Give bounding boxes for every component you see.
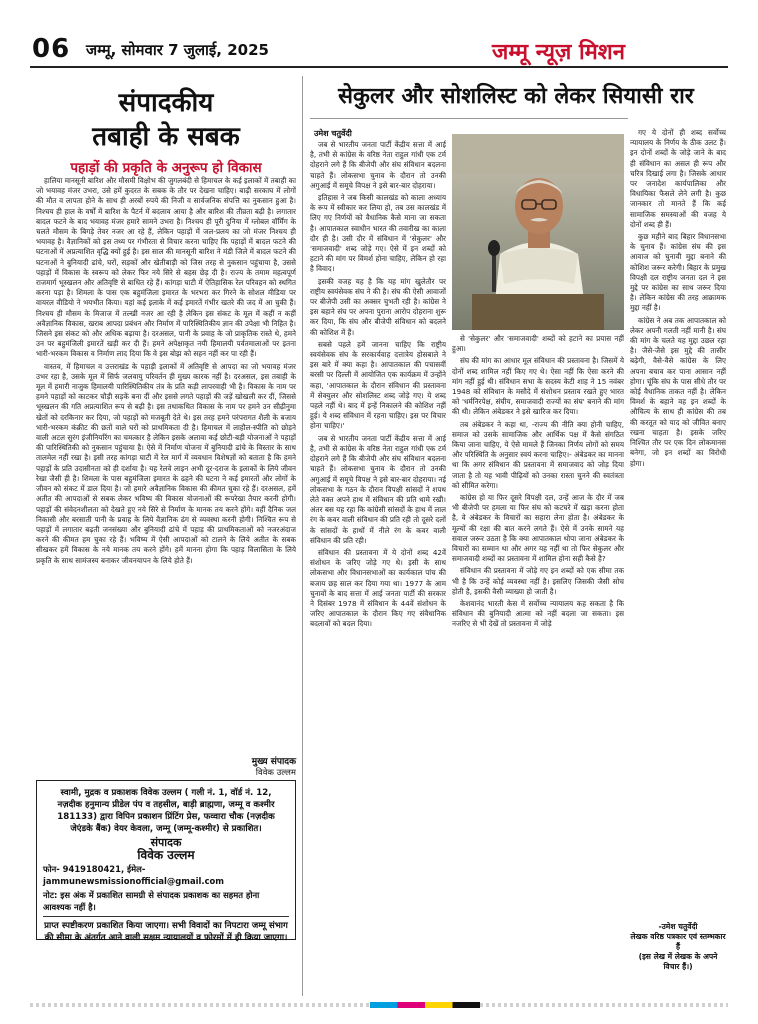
editorial-subheading: पहाड़ों की प्रकृति के अनुरूप हो विकास xyxy=(70,160,262,176)
imprint-editor-name: विवेक उल्लम xyxy=(137,848,195,862)
article-paragraph: कुछ महीने बाद बिहार विधानसभा के चुनाव हैं। कांग्रेस संघ की इस आवाज को चुनावी मुद्दा बनाने की कोशिश जरूर करेगी। बिहार के प्रमुख विपक्षी दल राष्ट्रीय जनता दल ने इस मुद्दे पर कांग्रेस का साथ जरूर दिया है। लेकिन कांग्रेस की तरह आक्रामक मुद्दा नहीं है। xyxy=(630,232,726,313)
article-signature xyxy=(630,922,726,972)
color-registration-bar xyxy=(370,1002,480,1008)
masthead: जम्मू न्यूज़ मिशन xyxy=(492,40,625,65)
imprint-line: स्वामी, मुद्रक व प्रकाशक विवेक उल्लम ( गली नं. 1, वॉर्ड नं. 12, xyxy=(60,788,272,798)
editorial-heading-line2: तबाही के सबक xyxy=(92,122,240,152)
article-paragraph: संघ की मांग का आधार मूल संविधान की प्रस्तावना है। जिसमें ये दोनों शब्द शामिल नहीं किए गए थे। ऐसा नहीं कि ऐसा करने की मांग नहीं हुई थी। संविधान सभा के सदस्य केटी शाह ने 15 नवंबर 1948 को संविधान के मसौदे में संशोधन प्रस्ताव रखते हुए भारत को 'धर्मनिरपेक्ष, संघीय, समाजवादी राज्यों का संघ' बनाने की मांग की थी। लेकिन अंबेडकर ने इसे खारिज कर दिया। xyxy=(452,356,624,417)
imprint-disclaimer: प्राप्त स्पष्टीकरण प्रकाशित किया जाएगा। सभी विवादों का निपटारा जम्मू संभाग की सीमा के अंतर्गत आने वाली सक्षम न्यायालयों व फोरमों में ही किया जाएगा। xyxy=(44,921,288,943)
article-paragraph: कांग्रेस हो या फिर दूसरे विपक्षी दल, उन्हें आज के दौर में जब भी बीजेपी पर हमला या फिर संघ को कटघरे में खड़ा करना होता है, वे अंबेडकर के विचारों का सहारा लेना होता है। अंबेडकर के मूल्यों की रक्षा की बात करने लगते हैं। ऐसे में उनके सामने यह सवाल जरूर उठता है कि क्या आपातकाल थोपा जाना अंबेडकर के विचारों का सम्मान था और अगर यह नहीं था तो फिर सेकुलर और समाजवादी शब्दों का प्रस्तावना में शामिल होना सही कैसे है? xyxy=(452,493,624,564)
editorial-sign-role: मुख्य संपादक xyxy=(251,757,296,767)
imprint-divider xyxy=(43,916,289,917)
editorial-sign-name: विवेक उल्लम xyxy=(255,768,296,778)
article-paragraph: जब से भारतीय जनता पार्टी केंद्रीय सत्ता में आई है, तभी से कांग्रेस के वरिष्ठ नेता राहुल गांधी एक टर्म दोहराने लगे हैं कि बीजेपी और संघ संविधान बदलना चाहते हैं। लोकसभा चुनाव के दौरान तो उनकी अगुआई में समूचे विपक्ष ने इसे बार-बार दोहराया। नई लोकसभा के गठन के दौरान विपक्षी सांसदों ने शपथ लेते वक्त अपने हाथ में संविधान की प्रति थामे रखी। अंतर बस यह रहा कि कांग्रेसी सांसदों के हाथ में लाल रंग के कवर वाली संविधान की प्रति रही तो दूसरे दलों के सांसदों के हाथों में नीले रंग के कवर वाली संविधान की प्रति रही। xyxy=(310,433,446,545)
author-photo xyxy=(452,134,624,330)
imprint-line: 181133) द्वारा विपिन प्रकाशन प्रिंटिंग प्रेस, फव्वारा चौक (नज़दीक xyxy=(57,812,275,822)
article-paragraph: संविधान की प्रस्तावना में ये दोनों शब्द 42वें संशोधन के जरिए जोड़े गए थे। इसी के साथ लोकसभा और विधानसभाओं का कार्यकाल पांच की बजाय छह साल कर दिया गया था। 1977 के आम चुनावों के बाद सत्ता में आई जनता पार्टी की सरकार ने दिसंबर 1978 में संविधान के 44वें संशोधन के जरिए आपातकाल के दौरान किए गए संवैधानिक बदलावों को बदल दिया। xyxy=(310,547,446,629)
editorial-paragraph: हालिया मानसूनी बारिश और मौसमी विक्षोभ की जुगलबंदी से हिमाचल के कई इलाकों में तबाही का जो भयावह मंजर उभरा, उसे हमें कुदरत के सबक के तौर पर देखना चाहिए। बाढ़ी सरकाघ में लोगों की मौत व लापता होने के साथ ही अरबों रुपये की निजी व सार्वजनिक संपत्ति का नुकसान हुआ है। निश्चय ही हाल के वर्षों में बारिश के पैटर्न में बदलाव आया है और बारिश की तीव्रता बढ़ी है। लगातार बादल फटने के बाद भयावह मंजर हमारे सामने उभरा है। निश्चय ही पूरी दुनिया में ग्लोबल वॉर्मिंग के चलते मौसम के बिगड़े तेवर नजर आ रहे हैं, लेकिन पहाड़ों में जल-प्रलय का जो मंजर निश्चय ही भयावह है। वैज्ञानिकों को इस तथ्य पर गंभीरता से विचार करना चाहिए कि पहाड़ों में बादल फटने की घटनाओं में अप्रत्याशित वृद्धि क्यों हुई है। इस साल की मानसूनी बारिश ने मंडी जिले में बादल फटने की घटनाओं ने बुनियादी ढांचे, घरों, सड़कों और खेतीबाड़ी को जिस तरह से नुकसान पहुंचाया है, उससे पहाड़ों में विकास के स्वरूप को लेकर फिर नये सिरे से बहस छेड़ दी है। राज्य के तमाम महत्वपूर्ण राजमार्ग भूस्खलन और अतिवृष्टि से बाधित रहे हैं। कांगड़ा घाटी में ऐतिहासिक रेल परिवहन को स्थगित करना पड़ा है। शिमला के पास एक बहुमंजिला इमारत के भरभरा कर गिरने के सोशल मीडिया पर वायरल वीडियो ने भयभीत किया। यहां कई इलाके में कई इमारतें गंभीर खतरे की जद में आ चुकी हैं। निश्चय ही मौसम के मिजाज में तल्खी नजर आ रही है लेकिन इस संकट के मूल में कहीं न कहीं अवैज्ञानिक विकास, खराब आपदा प्रबंधन और निर्माण में पारिस्थितिकीय ज्ञान की उपेक्षा भी निहित है। जिसने इस संकट को और अधिक बढ़ाया है। दरअसल, पानी के प्रवाह के जो प्राकृतिक रास्ते थे, हमने उन पर बहुमंजिली इमारतें खड़ी कर दी हैं। हमने अपेक्षाकृत नयी हिमालयी पर्वतमालाओं पर इतना भारी-भरकम विकास व निर्माण लाद दिया कि वे इस बोझ को सहन नहीं कर पा रही हैं। xyxy=(36,176,296,359)
article-paragraph: सबसे पहले हमें जानना चाहिए कि राष्ट्रीय स्वयंसेवक संघ के सरकार्यवाह दत्तात्रेय होसबाले ने इस बारे में क्या कहा है। आपातकाल की पचासवीं बरसी पर दिल्ली में आयोजित एक कार्यक्रम में उन्होंने कहा, 'आपातकाल के दौरान संविधान की प्रस्तावना में सेक्युलर और सोशलिस्ट शब्द जोड़े गए। ये शब्द पहले नहीं थे। बाद में इन्हें निकालने की कोशिश नहीं हुई। ये शब्द संविधान में रहना चाहिए। इस पर विचार होना चाहिए।' xyxy=(310,339,446,431)
editorial-paragraph: वास्तव, में हिमाचल व उत्तराखंड के पहाड़ी इलाकों में अतिवृष्टि से आपदा का जो भयावह मंजर उभर रहा है, उसके मूल में सिर्फ जलवायु परिवर्तन ही मुख्य कारक नहीं है। दरअसल, इस तबाही के मूल में हमारी नाजुक हिमालयी पारिस्थितिकीय तंत्र के प्रति कड़ी लापरवाही भी है। विकास के नाम पर हमने पहाड़ों को काटकर चौड़ी सड़कें बना दीं और इससे लगते पहाड़ों की जड़ें खोखली कर दीं, जिससे भूस्खलन की गति अप्रत्याशित रूप से बढ़ी है। इस तथाकथित विकास के नाम पर हमने उन सीढ़ीनुमा खेतों को दरकिनार कर दिया, जो पहाड़ों को मजबूती देते थे। इस तरह हमने परंपरागत शैली के बजाय भारी-भरकम कंक्रीट की छतों वाले घरों को प्राथमिकता दी है। हिमाचल में लाहौल-स्पीति को छोड़ने वाली अटल सुरंग इंजीनियरिंग का चमत्कार है लेकिन इसके अलावा कई छोटी-बड़ी योजनाओं ने पहाड़ों की पारिस्थितिकी को नुकसान पहुंचाया है। ऐसे में निर्माण योजना में बुनियादी ढांचे के विस्तार के साथ तालमेल नहीं रखा है। इसी तरह कांगड़ा घाटी में रेल मार्ग में व्यवधान विशेषज्ञों को बताता है कि हमने पहाड़ों के प्रति उदासीनता को ही दर्शाया है। यह रेलवे लाइन अभी दूर-दराज के इलाकों के लिये जीवन रेखा जैसी ही है। शिमला के पास बहुमंजिला इमारत के ढहने की घटना ने कई इमारतों और लोगों के जीवन को संकट में डाल दिया है। जो हमारे अवैज्ञानिक विकास की कीमत चुका रहे हैं। दरअसल, हमें अतीत की आपदाओं से सबक लेकर भविष्य की विकास योजनाओं की रूपरेखा तैयार करनी होगी। पहाड़ों की संवेदनशीलता को देखते हुए नये सिरे से निर्माण के मानक तय करने होंगे। वहीं दैनिक जल निकासी और बरसाती पानी के प्रवाह के लिये वैज्ञानिक ढंग से व्यवस्था करनी होगी। निश्चित रूप से पहाड़ों में लगातार बढ़ती जनसंख्या और बुनियादी ढांचे में पहाड़ की प्राथमिकताओं को नजरअंदाज करने की कीमत हम चुका रहे हैं। भविष्य में ऐसी आपदाओं को टालने के लिये अतीत के सबक सीखकर हमें विकास के नये मानक तय करने होंगे। हमें मानना होगा कि पहाड़ विलासिता के लिये प्रकृति के साथ सामंजस्य बनाकर जीवनयापन के लिये होते हैं। xyxy=(36,361,296,565)
imprint-note: नोट: इस अंक में प्रकाशित सामग्री से संपादक प्रकाशक का सहमत होना आवश्यक नहीं है। xyxy=(43,890,260,912)
page-number: 06 xyxy=(32,34,71,64)
article-paragraph: इतिहास ने जब किसी कालखंड को काला अध्याय के रूप में स्वीकार कर लिया हो, तब उस कालखंड में लिए गए निर्णयों को वैधानिक कैसे माना जा सकता है। आपातकाल स्वाधीन भारत की तवारीख का काला दौर ही है। उसी दौर में संविधान में 'सेकुलर' और 'समाजवादी' शब्द जोड़े गए। ऐसे में इन शब्दों को हटाने की मांग पर विमर्श होना चाहिए, लेकिन हो रहा है विवाद। xyxy=(310,193,446,274)
article-paragraph: केशवानंद भारती केस में सर्वोच्च न्यायालय कह सकता है कि संविधान की बुनियादी आत्मा को नहीं बदला जा सकता। इस नजरिए से भी देखें तो प्रस्तावना में जोड़े xyxy=(452,599,624,629)
signature-author: -उमेश चतुर्वेदी xyxy=(658,922,698,931)
signature-role: लेखक वरिष्ठ पत्रकार एवं स्तम्भकार हैं xyxy=(630,932,726,951)
article-paragraph: से 'सेकुलर' और 'समाजवादी' शब्दों को हटाने का प्रयास नहीं हुआ। xyxy=(452,334,624,354)
date-line: जम्मू, सोमवार 7 जुलाई, 2025 xyxy=(86,41,269,59)
article-paragraph: संविधान की प्रस्तावना में जोड़े गए इन शब्दों को एक सीमा तक भी है कि उन्हें कोई व्यवस्था नहीं है। इसलिए जिसकी जैसी सोच होती है, इसकी वैसी व्याख्या हो जाती है। xyxy=(452,566,624,596)
article-paragraph: कांग्रेस ने अब तक आपातकाल को लेकर अपनी गलती नहीं मानी है। संघ की मांग के चलते यह मुद्दा उछल रहा है। जैसे-जैसे इस मुद्दे की तासीर बढ़ेगी, वैसे-वैसे कांग्रेस के लिए अपना बचाव कर पाना आसान नहीं होगा। चूंकि संघ के पास सीधे तौर पर कोई वैधानिक ताकत नहीं है। लेकिन विमर्श के बहाने वह इन शब्दों के औचित्य के साथ ही कांग्रेस की तब की करतूत को याद को जीवित बनाए रखना चाहता है। इसके जरिए निश्चित तौर पर एक दिन लोकमानस बनेगा, जो इन शब्दों का विरोधी होगा। xyxy=(630,315,726,468)
imprint-line: नज़दीक हनुमान्य प्रीडेल पंप व तहसील, बाड़ी ब्राह्मणा, जम्मू व कश्मीर xyxy=(57,800,275,810)
header-rule xyxy=(30,66,728,68)
article-column-2 xyxy=(452,334,624,992)
article-paragraph: जब से भारतीय जनता पार्टी केंद्रीय सत्ता में आई है, तभी से कांग्रेस के वरिष्ठ नेता राहुल गांधी एक टर्म दोहराने लगे हैं कि बीजेपी और संघ संविधान बदलना चाहते हैं। लोकसभा चुनाव के दौरान तो उनकी अगुआई में समूचे विपक्ष ने इसे बार-बार दोहराया। xyxy=(310,140,446,190)
article-paragraph: तब अंबेडकर ने कहा था, -राज्य की नीति क्या होनी चाहिए, समाज को उसके सामाजिक और आर्थिक पक्ष में कैसे संगठित किया जाना चाहिए, ये ऐसे मामले हैं जिनका निर्णय लोगों को समय और परिस्थिति के अनुसार स्वयं करना चाहिए।- अंबेडकर का मानना था कि अगर संविधान की प्रस्तावना में समाजवाद को जोड़ दिया जाता है तो यह भावी पीढ़ियों को उनका रास्ता चुनने की स्वतंत्रता को सीमित करेगा। xyxy=(452,419,624,490)
article-column-3 xyxy=(630,128,726,918)
imprint-line: जेएंडके बैंक) वेयर केवला, जम्मू (जम्मू-कश्मीर) से प्रकाशित। xyxy=(70,824,262,834)
article-byline: उमेश चतुर्वेदी xyxy=(314,129,352,138)
imprint-editor-title: संपादक xyxy=(150,836,182,849)
column-divider xyxy=(302,76,303,996)
article-paragraph: गए ये दोनों ही शब्द सर्वोच्च न्यायालय के निर्णय के ठीक उलट हैं। इन दोनों शब्दों के जोड़े जाने के बाद ही संविधान का असल ही रूप और चरित्र दिखाई लगा है। जिसके आधार पर जनादेश कार्यपालिका और विधायिका फैसले लेने लगी है। कुछ जानकार तो मानते हैं कि कई सामाजिक समस्याओं की वजह ये दोनों शब्द ही हैं। xyxy=(630,128,726,229)
speaker-illustration xyxy=(452,134,624,330)
article-column-1 xyxy=(310,140,446,992)
signature-disclaimer: (इस लेख में लेखक के अपने विचार हैं।) xyxy=(638,952,718,971)
imprint-contact: फोन- 9419180421, ईमेल- jammunewsmissionofficial@gmail.com xyxy=(43,864,225,886)
article-title: सेकुलर और सोशलिस्ट को लेकर सियासी रार xyxy=(338,84,694,109)
editorial-body xyxy=(36,176,296,752)
imprint-box xyxy=(36,780,296,943)
article-title-rule xyxy=(310,118,628,119)
article-paragraph: इसकी वजह यह है कि यह मांग खुलेतौर पर राष्ट्रीय स्वयंसेवक संघ ने की है। संघ की ऐसी आवाजों पर बीजेपी उसी का अक्सर चुभती रही है। कांग्रेस ने इस बहाने संघ पर अपना पुराना आरोप दोहराना शुरू कर दिया, कि संघ और बीजेपी संविधान को बदलने की कोशिश में हैं। xyxy=(310,276,446,337)
editorial-heading-line1: संपादकीय xyxy=(118,88,214,118)
editorial-heading xyxy=(52,86,280,154)
